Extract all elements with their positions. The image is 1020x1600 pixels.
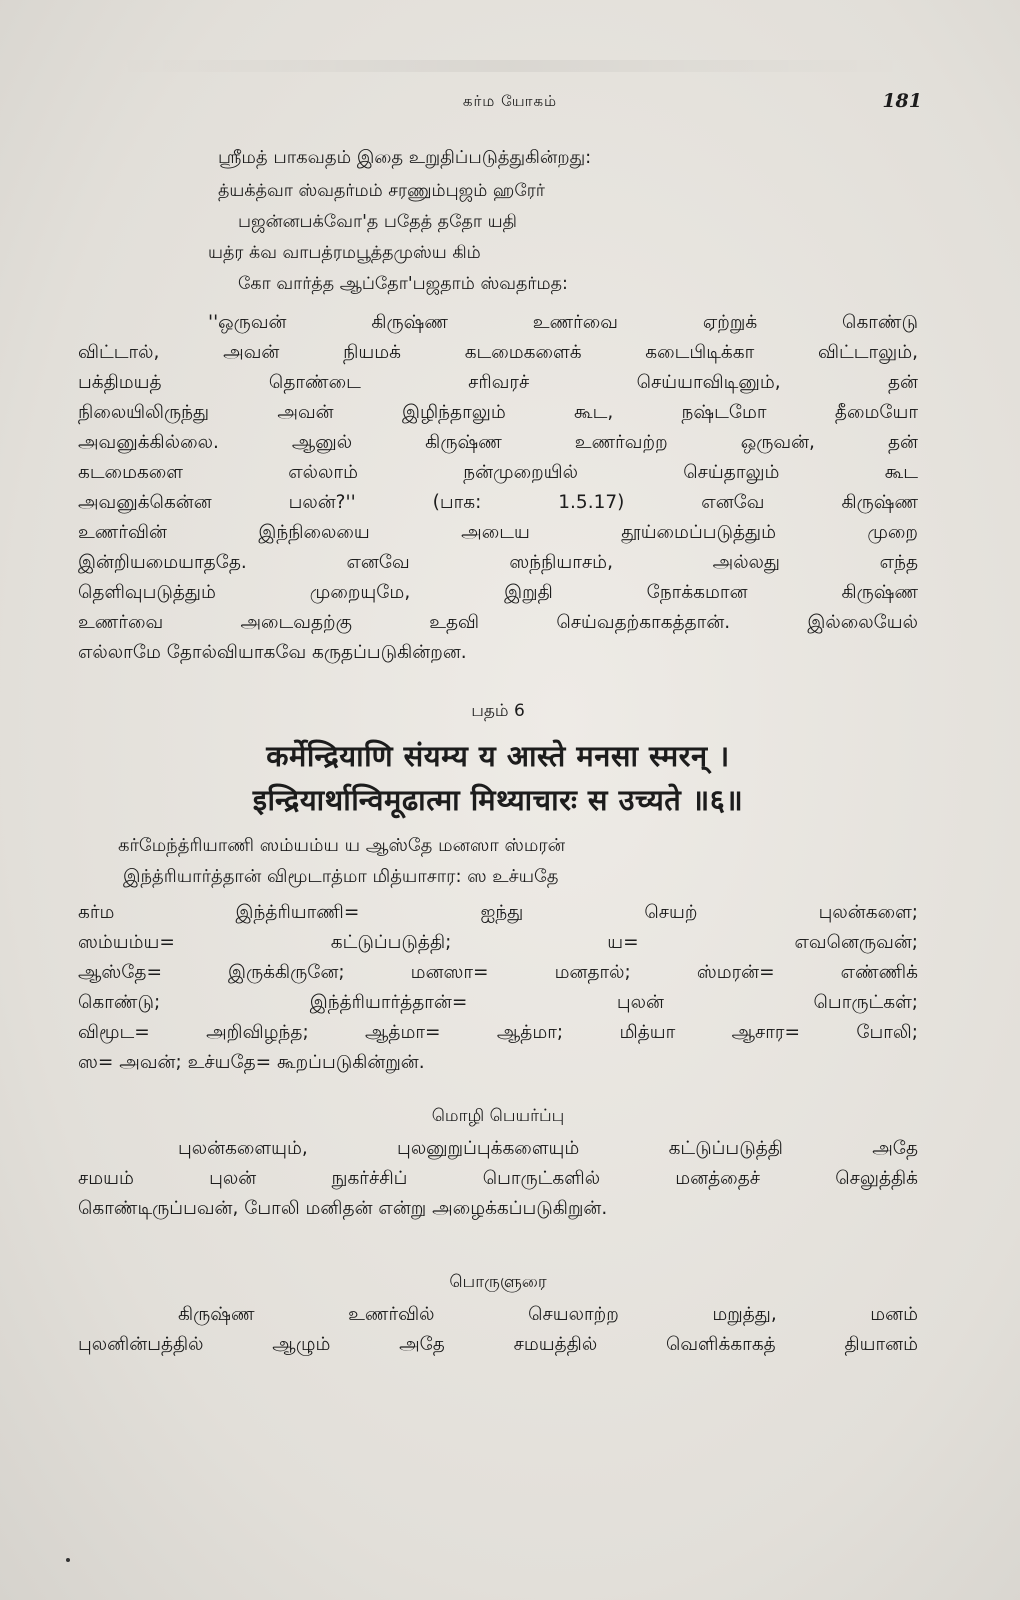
verse-line: கோ வார்த்த ஆப்தோ'பஜதாம் ஸ்வதர்மத: [238,274,568,294]
purport-paragraph [78,308,918,668]
verse-line: பஜன்னபக்வோ'த பதேத் ததோ யதி [238,212,517,232]
sanskrit-line: कर्मेन्द्रियाणि संयम्य य आस्ते मनसा स्मरन् । [266,739,730,773]
word-meaning-line: ஸம்யம்ய= கட்டுப்படுத்தி; ய= எவனெருவன்; [78,932,918,953]
word-meaning-line: ஆஸ்தே= இருக்கிருனே; மனஸா= மனதால்; ஸ்மரன்= எண்ணிக் [78,962,918,983]
translation-heading: மொழி பெயர்ப்பு [431,1106,565,1126]
paragraph-line: கடமைகளை எல்லாம் நன்முறையில் செய்தாலும் கூட [78,462,918,483]
word-meaning-line: கர்ம இந்த்ரியாணி= ஐந்து செயற் புலன்களை; [78,902,918,923]
translation-line: கொண்டிருப்பவன், போலி மனிதன் என்று அழைக்கப்படுகிறுன். [78,1198,608,1219]
paragraph-line: விட்டால், அவன் நியமக் கடமைகளைக் கடைபிடிக்கா விட்டாலும், [78,342,918,363]
paragraph-line: அவனுக்கென்ன பலன்?'' (பாக: 1.5.17) எனவே கிருஷ்ண [78,492,918,513]
show-through-shadow [110,60,910,72]
paragraph-line: பக்திமயத் தொண்டை சரிவரச் செய்யாவிடினும், தன் [78,372,918,393]
tamil-verse [78,176,918,300]
intro-line: ஸ்ரீமத் பாகவதம் இதை உறுதிப்படுத்துகின்றது: [218,147,592,168]
paragraph-line: உணர்வை அடைவதற்கு உதவி செய்வதற்காகத்தான். இல்லையேல் [78,612,918,633]
running-header: கர்ம யோகம் [462,92,558,110]
verse-line: த்யக்த்வா ஸ்வதர்மம் சரணும்புஜம் ஹரேர் [218,181,545,201]
paragraph-line: உணர்வின் இந்நிலையை அடைய தூய்மைப்படுத்தும் முறை [78,522,918,543]
sanskrit-line: इन्द्रियार्थान्विमूढात्मा मिथ्याचारः स उच्यते ॥६॥ [252,783,744,817]
paragraph-line: அவனுக்கில்லை. ஆனுல் கிருஷ்ண உணர்வற்ற ஒருவன், தன் [78,432,918,453]
word-meaning-line: ஸ= அவன்; உச்யதே= கூறப்படுகின்றுன். [78,1052,425,1073]
translation-paragraph [78,1134,918,1224]
verse-line: யத்ர க்வ வாபத்ரமபூத்தமுஸ்ய கிம் [208,243,481,263]
commentary-line: கிருஷ்ண உணர்வில் செயலாற்ற மறுத்து, மனம் [178,1304,918,1325]
paragraph-line: இன்றியமையாததே. எனவே ஸந்நியாசம், அல்லது எந்த [78,552,918,573]
verse-heading: பதம் 6 [471,701,525,721]
paragraph-line: எல்லாமே தோல்வியாகவே கருதப்படுகின்றன. [78,642,467,663]
paragraph-line: ''ஒருவன் கிருஷ்ண உணர்வை ஏற்றுக் கொண்டு [208,312,918,333]
sanskrit-verse [78,734,918,822]
paragraph-line: நிலையிலிருந்து அவன் இழிந்தாலும் கூட, நஷ்டமோ தீமையோ [78,402,918,423]
transliteration-line: கர்மேந்த்ரியாணி ஸம்யம்ய ய ஆஸ்தே மனஸா ஸ்மரன் [118,835,566,856]
commentary-paragraph [78,1300,918,1360]
commentary-line: புலனின்பத்தில் ஆழும் அதே சமயத்தில் வெளிக்காகத் தியானம் [78,1334,918,1355]
paragraph-line: தெளிவுபடுத்தும் முறையுமே, இறுதி நோக்கமான கிருஷ்ண [78,582,918,603]
ink-speck [66,1558,70,1562]
page-body [78,140,918,1360]
page-number: 181 [882,90,922,112]
word-meanings [78,898,918,1078]
translation-line: புலன்களையும், புலனுறுப்புக்களையும் கட்டுப்படுத்தி அதே [178,1138,918,1159]
translation-line: சமயம் புலன் நுகர்ச்சிப் பொருட்களில் மனத்தைச் செலுத்திக் [78,1168,918,1189]
transliteration-line: இந்த்ரியார்த்தான் விமூடாத்மா மித்யாசார: ஸ உச்யதே [123,866,559,887]
transliteration [78,830,918,892]
word-meaning-line: விமூட= அறிவிழந்த; ஆத்மா= ஆத்மா; மித்யா ஆசார= போலி; [78,1022,918,1043]
commentary-heading: பொருளுரை [449,1272,547,1292]
word-meaning-line: கொண்டு; இந்த்ரியார்த்தான்= புலன் பொருட்கள்; [78,992,918,1013]
